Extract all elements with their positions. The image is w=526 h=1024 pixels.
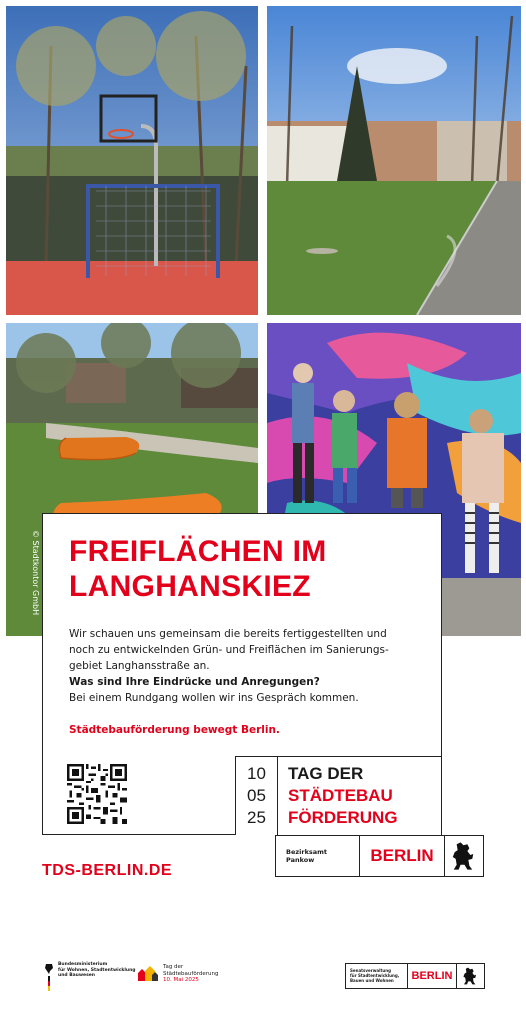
- description: [69, 626, 421, 706]
- senate-name: [346, 964, 408, 988]
- event-date: [236, 757, 278, 835]
- event-month: 05: [247, 786, 266, 805]
- tds-logo: [137, 962, 237, 990]
- tds-name-line-2: Städtebauförderung: [163, 970, 219, 977]
- district-name: [276, 836, 360, 876]
- ministry-name-line-2: für Wohnen, Stadtentwicklung: [58, 967, 136, 973]
- district-logo: [275, 835, 484, 877]
- ministry-name: [58, 962, 138, 979]
- ministry-logo: [44, 962, 134, 994]
- slogan: Städtebauförderung bewegt Berlin.: [69, 724, 280, 736]
- description-line-3: gebiet Langhansstraße an.: [69, 660, 210, 672]
- qr-code-icon[interactable]: [67, 764, 127, 824]
- federal-eagle-icon: [44, 962, 54, 992]
- description-line-1: Wir schauen uns gemeinsam die bereits fertiggestellten und: [69, 628, 387, 640]
- berlin-wordmark: BERLIN: [360, 836, 445, 876]
- event-name-line-3: FÖRDERUNG: [288, 808, 398, 827]
- event-name-line-2: STÄDTEBAU: [288, 786, 393, 805]
- tds-name-line-1: Tag der: [163, 964, 184, 970]
- senate-logo: [345, 963, 485, 989]
- tds-houses-icon: [137, 964, 159, 982]
- event-box: [235, 756, 442, 835]
- senate-name-line-2: für Stadtentwicklung,: [350, 973, 400, 978]
- tds-date: 10. Mai 2025: [163, 977, 199, 983]
- senate-bear-icon: [456, 964, 484, 988]
- event-name: [288, 763, 398, 829]
- photo-meadow-path: [267, 6, 521, 315]
- event-day: 10: [247, 764, 266, 783]
- district-name-line-1: Bezirksamt: [286, 848, 328, 856]
- photo-basketball-court: [6, 6, 258, 315]
- page-title: [69, 534, 429, 604]
- description-line-4: Bei einem Rundgang wollen wir ins Gespräch kommen.: [69, 692, 359, 704]
- question: Was sind Ihre Eindrücke und Anregungen?: [69, 676, 320, 688]
- website-link[interactable]: TDS-BERLIN.DE: [42, 862, 173, 879]
- event-name-line-1: TAG DER: [288, 764, 364, 783]
- title-line-1: FREIFLÄCHEN IM: [69, 535, 327, 568]
- senate-name-line-1: Senatsverwaltung: [350, 968, 391, 973]
- ministry-name-line-1: Bundesministerium: [58, 962, 108, 967]
- senate-berlin-wordmark: BERLIN: [408, 964, 457, 988]
- district-name-line-2: Pankow: [286, 856, 315, 864]
- tds-name: [163, 964, 218, 984]
- title-line-2: LANGHANSKIEZ: [69, 570, 311, 603]
- senate-name-line-3: Bauen und Wohnen: [350, 978, 394, 983]
- berlin-bear-icon: [444, 836, 483, 876]
- photo-credit: © Stadtkontor GmbH: [31, 530, 40, 616]
- event-year: 25: [247, 808, 266, 827]
- description-line-2: noch zu entwickelnden Grün- und Freiflächen im Sanierungs-: [69, 644, 389, 656]
- ministry-name-line-3: und Bauwesen: [58, 973, 96, 978]
